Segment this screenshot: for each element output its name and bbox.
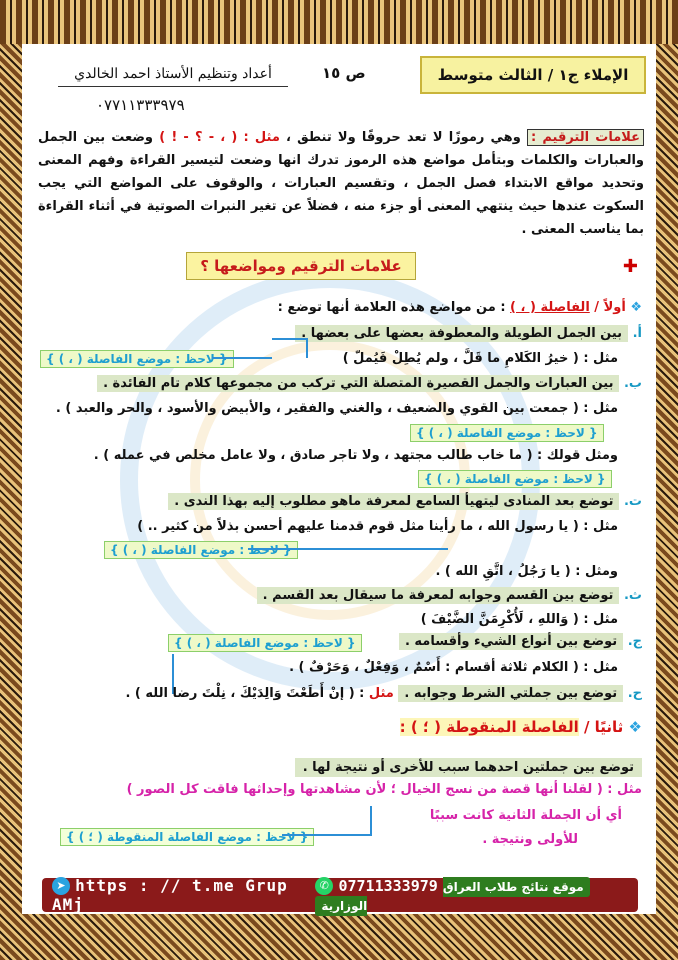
semicolon-note: { لاحظ : موضع الفاصلة المنقوطة ( ؛ ) } — [60, 828, 314, 846]
whatsapp-icon[interactable]: ✆ — [315, 877, 333, 895]
connector-semicolon — [282, 806, 372, 836]
footer-links-left — [52, 876, 315, 915]
footer-links-right — [315, 876, 628, 915]
item-e-example-text: مثل : ( الكلام ثلاثة أقسام : أَسْمٌ ، وَفِعْلٌ ، وَحَرْفٌ ) . — [289, 660, 618, 675]
item-c-note: { لاحظ : موضع الفاصلة ( ، ) } — [104, 541, 298, 559]
item-c-example — [137, 519, 618, 534]
semicolon-title-prefix: ثانيًا / — [578, 718, 624, 736]
item-c-letter: ت. — [623, 494, 642, 509]
item-a-text: بين الجمل الطويلة والمعطوفة بعضها على بعضها . — [295, 325, 628, 342]
connector-a1 — [212, 357, 272, 359]
item-b-note: { لاحظ : موضع الفاصلة ( ، ) } — [410, 424, 604, 442]
page-number: ص ١٥ — [322, 64, 366, 82]
item-c-example2-text: ومثل : ( يا رَجُلُ ، اتَّقِ الله ) . — [435, 564, 618, 579]
telegram-icon[interactable]: ➤ — [52, 877, 70, 895]
intro-example: مثل : ( ، - ؟ - ! ) — [159, 130, 280, 145]
comma-title-suffix: : من مواضع هذه العلامة أنها توضع : — [277, 300, 511, 315]
footer-url[interactable]: https : // t.me Grup AMj — [52, 875, 288, 915]
item-c-text: توضع بعد المنادى ليتهيأ السامع لمعرفة ماهو مطلوب إليه بهذا الندى . — [168, 493, 619, 510]
item-a-letter: أ. — [632, 326, 642, 341]
semicolon-title — [400, 718, 642, 736]
item-e-note: { لاحظ : موضع الفاصلة ( ، ) } — [168, 634, 362, 652]
diamond-bullet-icon-2: ❖ — [628, 718, 642, 736]
item-e-example — [289, 660, 618, 675]
item-b-text: بين العبارات والجمل القصيرة المتصلة التي تركب من مجموعها كلام تام الفائدة . — [97, 375, 619, 392]
item-c-example-text: مثل : ( يا رسول الله ، ما رأينا مثل قوم قدمنا عليهم أحسن بذلاً من كثير .. ) — [137, 519, 618, 534]
item-a-example-text: مثل : ( خيرُ الكَلامِ ما قَلَّ ، ولم يُطِلْ فَيُملّ ) — [342, 351, 618, 366]
item-f-example-label: مثل — [368, 686, 394, 701]
item-c — [168, 494, 642, 509]
footer-phone[interactable]: 07711333979 — [338, 876, 438, 895]
intro-text1: وهي رموزًا لا تعد حروفًا ولا تنطق ، — [279, 130, 527, 145]
intro-text2: وضعت بين الجمل والعبارات والكلمات وبتأمل مواضع هذه الرموز تدرك انها وضعت لتيسير القراءة وفهم المعنى وتحديد مواقع الابتداء فصل الجمل ، وتقسيم العبارات ، والوقوف على المواضع التي يجب السكوت عندها حيث ينتهي المعنى أو جزء منه ، فضلاً عن تغير النبرات الصوتية في أثناء القراءة بما يناسب المعنى . — [38, 130, 644, 237]
author-phone: ٠٧٧١١٣٣٣٩٧٩ — [96, 96, 185, 114]
item-d-letter: ث. — [623, 588, 642, 603]
item-e-text: توضع بين أنواع الشيء وأقسامه . — [399, 633, 623, 650]
item-e — [399, 634, 642, 649]
plus-bullet-icon: ✚ — [622, 256, 638, 277]
semicolon-title-text: الفاصلة المنقوطة ( ؛ ) : — [399, 718, 579, 736]
semicolon-explain-1: أي أن الجملة الثانية كانت سببًا — [429, 808, 622, 823]
item-d — [257, 588, 642, 603]
item-b-note2: { لاحظ : موضع الفاصلة ( ، ) } — [418, 470, 612, 488]
item-b-example2-text: ومثل قولك : ( ما خاب طالب مجتهد ، ولا تاجر صادق ، ولا عامل مخلص في عمله ) . — [93, 448, 618, 463]
item-e-letter: ج. — [627, 634, 642, 649]
section-heading: علامات الترقيم ومواضعها ؟ — [186, 252, 416, 280]
semicolon-explain-2: للأولى ونتيجة . — [482, 832, 578, 847]
footer-bar — [42, 875, 638, 915]
item-b — [97, 376, 642, 391]
lesson-title: الإملاء ج١ / الثالث متوسط — [420, 56, 646, 94]
item-a-example — [343, 351, 618, 366]
comma-title-prefix: أولاً / — [589, 300, 626, 315]
comma-title — [278, 300, 642, 315]
item-b-example — [56, 401, 618, 416]
intro-paragraph — [38, 126, 644, 241]
item-b-example-text: مثل : ( جمعت بين القوي والضعيف ، والغني والفقير ، والأبيض والأسود ، والحر والعبد ) . — [55, 401, 618, 416]
item-a — [295, 326, 642, 341]
semicolon-rule: توضع بين جملتين احدهما سبب للأخرى أو نتيجة لها . — [295, 758, 642, 777]
semicolon-example: مثل : ( لقلنا أنها قصة من نسج الخيال ؛ لأن مشاهدتها وإحداثها فاقت كل الصور ) — [126, 782, 642, 797]
connector-a2 — [272, 338, 308, 358]
item-b-letter: ب. — [623, 376, 642, 391]
comma-title-text: الفاصلة ( ، ) — [510, 300, 590, 315]
intro-term: علامات الترقيم : — [527, 129, 644, 146]
item-d-text: توضع بين القسم وجوابه لمعرفة ما سيقال بعد القسم . — [257, 587, 620, 604]
item-d-example — [421, 612, 618, 627]
item-f-letter: ح. — [627, 686, 642, 701]
item-b-example2 — [94, 448, 618, 463]
connector-c1 — [248, 548, 448, 550]
footer-site[interactable]: موقع نتائج طلاب العراق الوزارية — [315, 877, 589, 917]
author-name: أعداد وتنظيم الأستاذ احمد الخالدي — [58, 66, 288, 87]
item-f — [125, 686, 642, 701]
item-c-example2 — [435, 564, 618, 579]
diamond-bullet-icon: ❖ — [630, 300, 642, 315]
item-a-note: { لاحظ : موضع الفاصلة ( ، ) } — [40, 350, 234, 368]
item-f-example-text: : ( إنْ أَطَعْتَ وَالِدَيْكَ ، نِلْتَ رضا الله ) . — [125, 686, 365, 701]
item-f-text: توضع بين جملتي الشرط وجوابه . — [398, 685, 623, 702]
top-border-band — [0, 0, 678, 44]
item-d-example-text: مثل : ( وَاللهِ ، لَأُكْرِمَنَّ الضَّيْفَ ) — [420, 612, 618, 627]
